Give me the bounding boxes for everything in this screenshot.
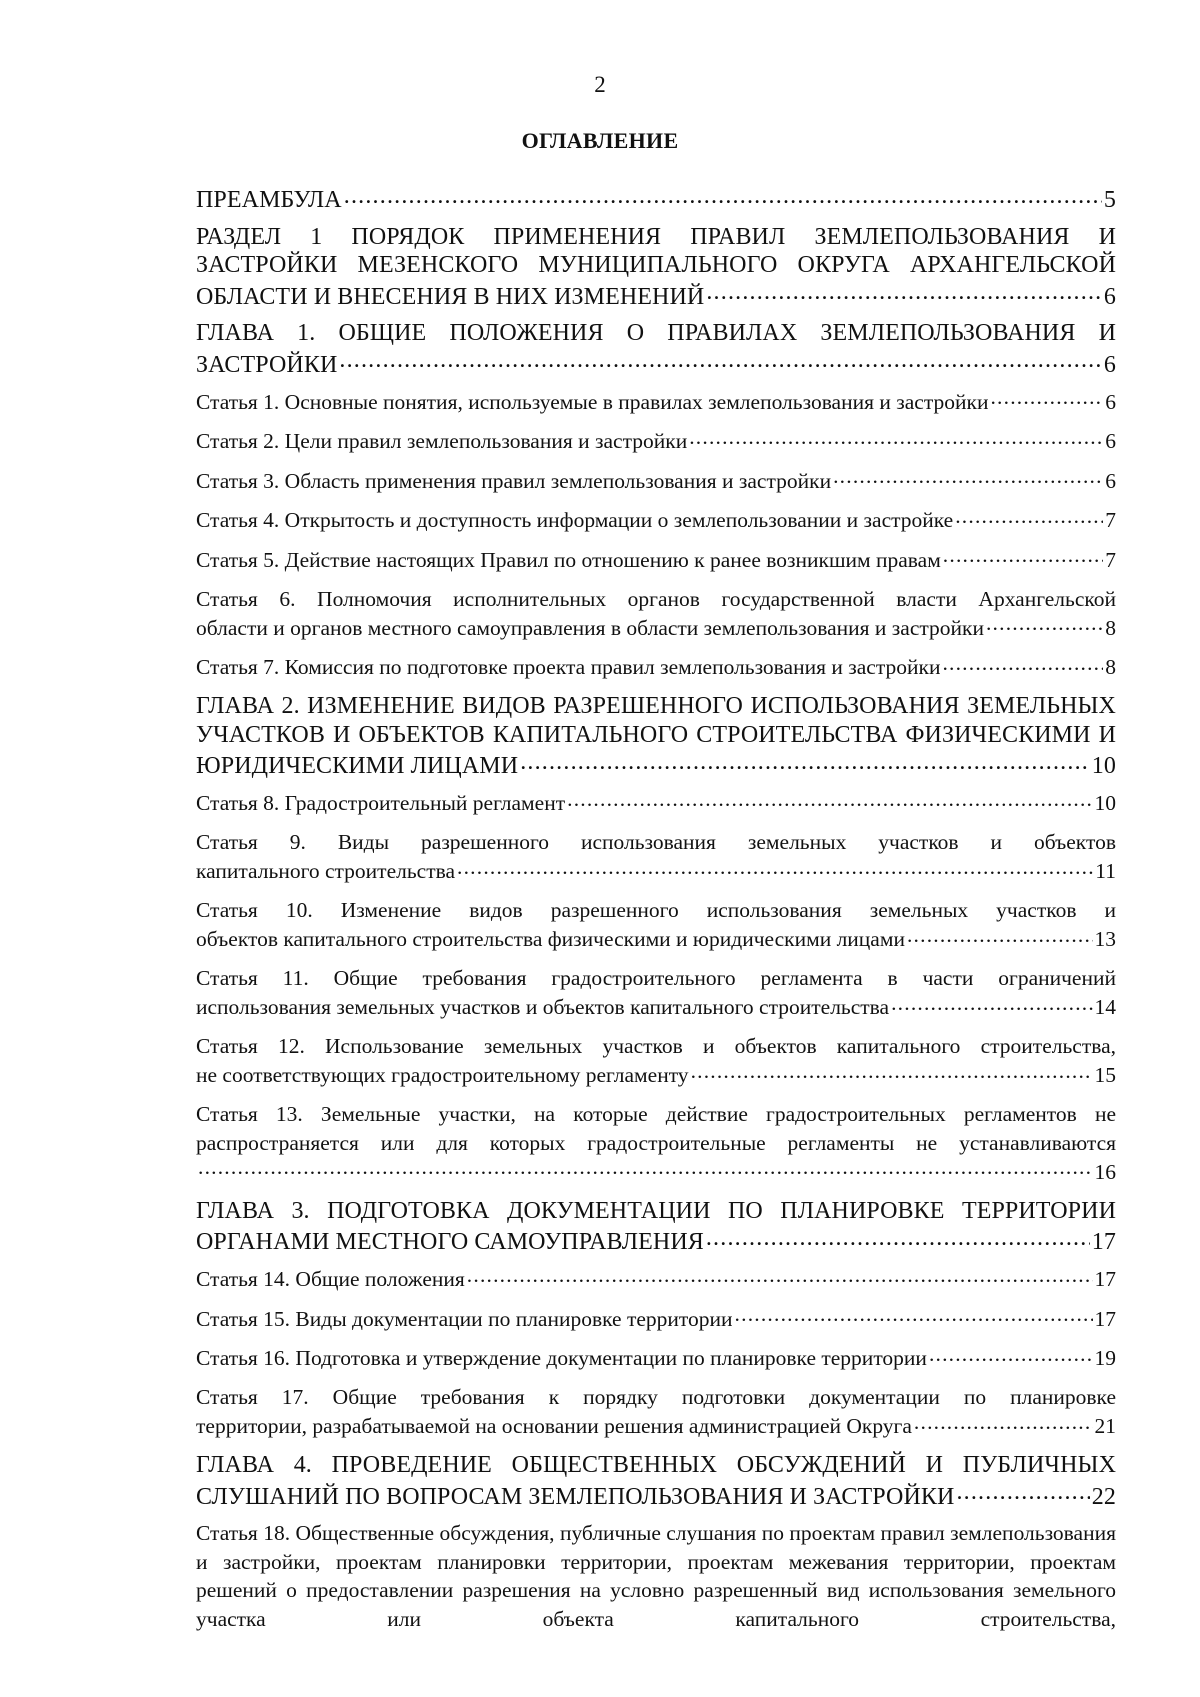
toc-entry[interactable] [196,1197,1116,1257]
toc-entry[interactable] [196,545,1116,574]
toc-page-number: 5 [1103,187,1116,213]
toc-entry-text: Статья 17. Общие требования к порядку подготовки документации по планировке [196,1385,1116,1409]
dot-leader [520,749,1090,773]
toc-entry-leader-line [196,993,1116,1022]
toc-entry-last-line: СЛУШАНИЙ ПО ВОПРОСАМ ЗЕМЛЕПОЛЬЗОВАНИЯ И ЗАСТРОЙКИ [196,1483,955,1510]
toc-entry-last-line: Статья 5. Действие настоящих Правил по отношению к ранее возникшим правам [196,547,941,572]
toc-entry[interactable] [196,506,1116,535]
toc-entry-leader-line [196,1265,1116,1294]
toc-entry-text: Статья 6. Полномочия исполнительных органов государственной власти Архангельской [196,586,1116,611]
toc-page-number: 16 [1094,1159,1116,1184]
dot-leader [457,857,1093,879]
toc-entry[interactable] [196,1100,1116,1186]
toc-page-number: 6 [1103,351,1116,378]
toc-entry-leader-line [196,427,1116,456]
dot-leader [706,1225,1090,1249]
toc-page-number: 6 [1103,283,1116,310]
toc-entry-last-line: ПРЕАМБУЛА [196,187,342,213]
toc-page-number: 17 [1091,1229,1116,1255]
toc-entry-last-line: ЗАСТРОЙКИ [196,351,338,378]
toc-entry[interactable] [196,319,1116,379]
dot-leader [706,280,1102,304]
toc-entry-leader-line [196,183,1116,215]
toc-entry-leader-line [196,653,1116,682]
toc-page-number: 21 [1094,1414,1116,1438]
toc-page-number: 6 [1105,389,1116,414]
toc-entry-last-line: капитального строительства [196,859,456,883]
toc-entry-leader-line [196,387,1116,416]
toc-entry[interactable] [196,223,1116,312]
toc-page-number: 10 [1094,791,1116,815]
toc-entry-last-line: Статья 15. Виды документации по планировке территории [196,1306,733,1331]
toc-entry[interactable] [196,896,1116,954]
toc-entry-leader-line [196,1412,1116,1441]
toc-entry[interactable] [196,585,1116,643]
toc-entry[interactable] [196,653,1116,682]
toc-page-number: 19 [1094,1346,1116,1370]
toc-entry-text: ГЛАВА 3. ПОДГОТОВКА ДОКУМЕНТАЦИИ ПО ПЛАНИРОВКЕ ТЕРРИТОРИИ [196,1197,1116,1224]
toc-entry-text: Статья 18. Общественные обсуждения, публичные слушания по проектам правил землепользования и застройки, проектам планировки территории, проектам межевания территории, проектам решений о предоставлении разрешения на условно разрешенный вид использования земельного участка или объекта капитального строительства, [196,1521,1116,1631]
toc-title: ОГЛАВЛЕНИЕ [521,128,679,153]
table-of-contents [196,183,1116,1644]
toc-page-number: 6 [1105,468,1116,493]
toc-entry-last-line: ЮРИДИЧЕСКИМИ ЛИЦАМИ [196,753,519,779]
toc-entry[interactable] [196,1383,1116,1441]
toc-entry-last-line: объектов капитального строительства физическими и юридическими лицами [196,927,905,951]
toc-entry-leader-line [196,1157,1116,1186]
toc-page-number: 15 [1094,1063,1116,1087]
dot-leader [914,1412,1093,1434]
toc-page-number: 14 [1094,995,1116,1019]
toc-entry-text: Статья 11. Общие требования градостроительного регламента в части ограничений [196,966,1116,990]
toc-entry-last-line: Статья 8. Градостроительный регламент [196,791,566,815]
dot-leader [344,183,1102,207]
toc-entry[interactable] [196,387,1116,416]
dot-leader [891,993,1092,1015]
toc-entry-text: ГЛАВА 4. ПРОВЕДЕНИЕ ОБЩЕСТВЕННЫХ ОБСУЖДЕНИЙ И ПУБЛИЧНЫХ [196,1452,1116,1478]
toc-page-number: 11 [1095,859,1116,883]
toc-entry-leader-line [196,545,1116,574]
toc-entry-leader-line [196,1304,1116,1333]
toc-entry[interactable] [196,427,1116,456]
toc-entry-text: ГЛАВА 2. ИЗМЕНЕНИЕ ВИДОВ РАЗРЕШЕННОГО ИСПОЛЬЗОВАНИЯ ЗЕМЕЛЬНЫХ УЧАСТКОВ И ОБЪЕКТОВ КАПИТАЛЬНОГО СТРОИТЕЛЬСТВА ФИЗИЧЕСКИМИ И [196,693,1116,748]
toc-page-number: 6 [1105,429,1116,453]
toc-page-number: 10 [1091,753,1116,779]
toc-entry[interactable] [196,1344,1116,1373]
toc-entry-text: Статья 10. Изменение видов разрешенного использования земельных участков и [196,898,1116,922]
toc-entry-last-line: Статья 3. Область применения правил землепользования и застройки [196,468,832,493]
dot-leader [929,1344,1093,1366]
toc-entry-last-line: Статья 1. Основные понятия, используемые в правилах землепользования и застройки [196,389,989,414]
dot-leader [467,1265,1093,1287]
toc-page-number: 8 [1105,655,1116,679]
toc-page-number: 17 [1094,1267,1116,1291]
toc-entry-last-line: ОРГАНАМИ МЕСТНОГО САМОУПРАВЛЕНИЯ [196,1229,704,1255]
toc-entry-leader-line [196,466,1116,495]
dot-leader [339,348,1102,372]
toc-entry-text: Статья 9. Виды разрешенного использования земельных участков и объектов [196,830,1116,854]
toc-entry[interactable] [196,466,1116,495]
dot-leader [907,925,1093,947]
toc-entry-leader-line [196,925,1116,954]
toc-entry-text: ГЛАВА 1. ОБЩИЕ ПОЛОЖЕНИЯ О ПРАВИЛАХ ЗЕМЛЕПОЛЬЗОВАНИЯ И [196,320,1116,346]
dot-leader [691,1061,1093,1083]
toc-entry[interactable] [196,1265,1116,1294]
toc-page-number: 17 [1094,1306,1116,1331]
toc-page-number: 7 [1105,508,1116,532]
toc-page-number: 7 [1105,547,1116,572]
toc-entry-leader-line [196,280,1116,312]
toc-entry-last-line: ОБЛАСТИ И ВНЕСЕНИЯ В НИХ ИЗМЕНЕНИЙ [196,283,705,310]
toc-entry-last-line: территории, разрабатываемой на основании решения администрацией Округа [196,1414,912,1438]
toc-entry-leader-line [196,1225,1116,1257]
toc-entry-last-line: Статья 14. Общие положения [196,1267,465,1291]
toc-entry-leader-line [196,1344,1116,1373]
dot-leader [198,1157,1093,1179]
toc-entry-leader-line [196,348,1116,380]
dot-leader [567,789,1092,811]
toc-entry-last-line: области и органов местного самоуправления в области землепользования и застройки [196,615,984,640]
toc-entry-last-line: не соответствующих градостроительному регламенту [196,1063,689,1087]
toc-entry[interactable] [196,183,1116,215]
dot-leader [833,466,1103,488]
toc-entry-leader-line [196,506,1116,535]
toc-entry-last-line: Статья 2. Цели правил землепользования и застройки [196,429,688,453]
toc-entry-leader-line [196,613,1116,642]
dot-leader [943,545,1103,567]
toc-entry-text: Статья 12. Использование земельных участков и объектов капитального строительства, [196,1034,1116,1058]
toc-entry-leader-line [196,789,1116,818]
dot-leader [735,1304,1093,1326]
toc-page-number: 13 [1094,927,1116,951]
toc-page-number: 22 [1091,1483,1116,1510]
toc-entry[interactable] [196,1519,1116,1633]
toc-entry-leader-line [196,857,1116,886]
toc-entry[interactable] [196,692,1116,781]
toc-entry[interactable] [196,1032,1116,1090]
dot-leader [942,653,1103,675]
toc-entry-last-line: использования земельных участков и объектов капитального строительства [196,995,890,1019]
dot-leader [955,506,1103,528]
toc-entry-text: РАЗДЕЛ 1 ПОРЯДОК ПРИМЕНЕНИЯ ПРАВИЛ ЗЕМЛЕПОЛЬЗОВАНИЯ И ЗАСТРОЙКИ МЕЗЕНСКОГО МУНИЦИПАЛЬНОГО ОКРУГА АРХАНГЕЛЬСКОЙ [196,223,1116,278]
toc-entry[interactable] [196,1304,1116,1333]
toc-entry-text: Статья 13. Земельные участки, на которые действие градостроительных регламентов не распространяется или для которых градостроительные регламенты не устанавливаются [196,1102,1116,1155]
toc-entry[interactable] [196,789,1116,818]
toc-entry-leader-line [196,1480,1116,1512]
toc-entry-last-line: Статья 16. Подготовка и утверждение документации по планировке территории [196,1346,927,1370]
toc-entry-last-line: Статья 4. Открытость и доступность информации о землепользовании и застройке [196,508,954,532]
dot-leader [956,1480,1089,1504]
toc-entry-leader-line [196,1061,1116,1090]
page-number: 2 [594,72,606,97]
toc-page-number: 8 [1105,615,1116,640]
dot-leader [990,387,1103,409]
dot-leader [986,613,1103,635]
toc-entry-last-line: Статья 7. Комиссия по подготовке проекта правил землепользования и застройки [196,655,941,679]
toc-entry[interactable] [196,828,1116,886]
toc-entry[interactable] [196,1451,1116,1511]
toc-entry-leader-line [196,749,1116,781]
dot-leader [689,427,1103,449]
toc-entry[interactable] [196,964,1116,1022]
